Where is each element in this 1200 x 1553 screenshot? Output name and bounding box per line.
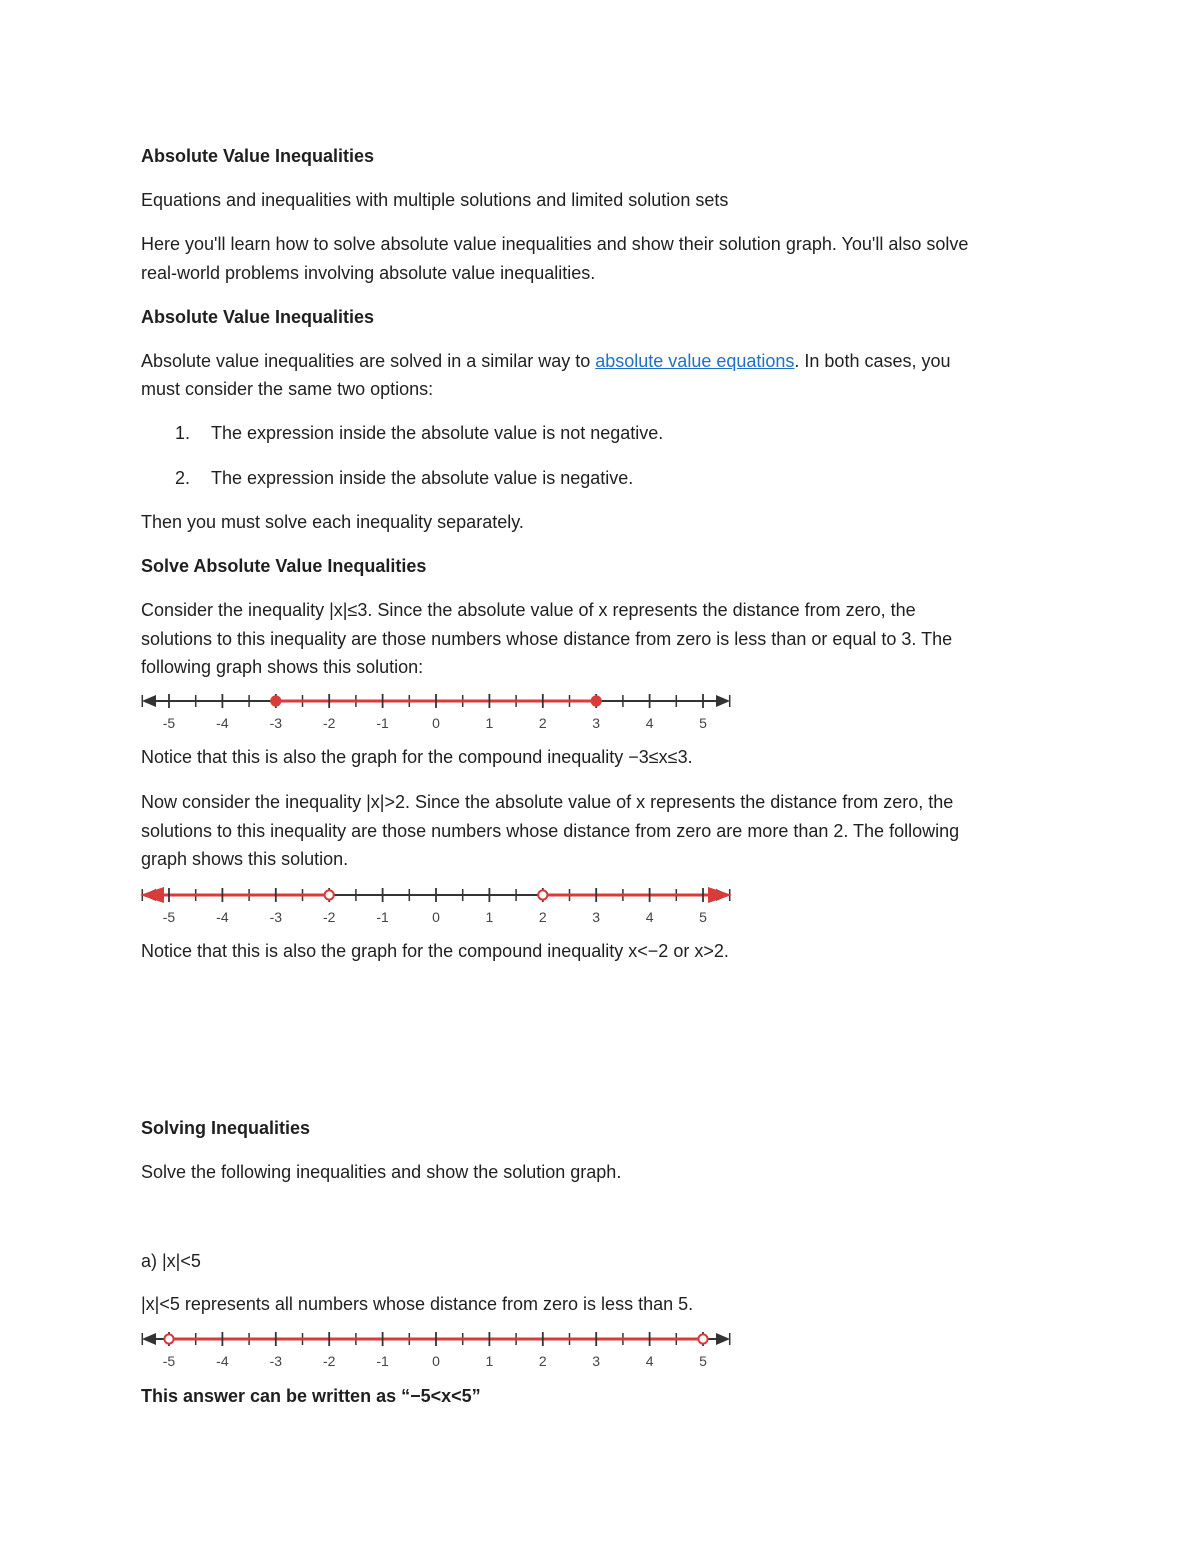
tick-label: -1 bbox=[376, 715, 389, 731]
answer-a: This answer can be written as “−5<x<5” bbox=[141, 1386, 481, 1406]
para1-line-2: must consider the same two options: bbox=[141, 379, 434, 399]
para4-line-2: solutions to this inequality are those numbers whose distance from zero are more than 2. The following bbox=[141, 821, 960, 841]
list-item-1-number: 1. bbox=[175, 423, 191, 443]
axis-arrow-right bbox=[716, 695, 730, 707]
tick-label: -5 bbox=[162, 715, 176, 731]
tick-label: 1 bbox=[485, 715, 494, 731]
tick-label: -2 bbox=[322, 1353, 336, 1369]
list-item-2-text: The expression inside the absolute value is negative. bbox=[211, 468, 634, 488]
closed-endpoint bbox=[592, 696, 601, 705]
para1-line-1 bbox=[141, 350, 951, 372]
tick-label: 2 bbox=[538, 715, 547, 731]
tick-label: -4 bbox=[216, 909, 229, 925]
solution-arrow-left bbox=[140, 887, 164, 903]
para2: Then you must solve each inequality separately. bbox=[141, 512, 524, 532]
section-heading-solving: Solving Inequalities bbox=[141, 1118, 311, 1138]
tick-label: -3 bbox=[269, 1353, 283, 1369]
para5: Solve the following inequalities and show the solution graph. bbox=[141, 1162, 622, 1182]
para4-line-1: Now consider the inequality |x|>2. Since the absolute value of x represents the distance from zero, the bbox=[141, 792, 954, 812]
section-heading-solve: Solve Absolute Value Inequalities bbox=[141, 556, 427, 576]
tick-label: 0 bbox=[432, 715, 440, 731]
open-endpoint bbox=[164, 1334, 173, 1343]
tick-label: -1 bbox=[376, 1353, 389, 1369]
section-heading-absolute-value: Absolute Value Inequalities bbox=[141, 307, 375, 327]
tick-label: 1 bbox=[485, 1353, 494, 1369]
open-endpoint bbox=[538, 890, 547, 899]
para4-line-3: graph shows this solution. bbox=[141, 849, 349, 869]
axis-arrow-left bbox=[142, 1333, 156, 1345]
open-endpoint bbox=[698, 1334, 707, 1343]
closed-endpoint bbox=[271, 696, 280, 705]
list-item-2-number: 2. bbox=[175, 468, 191, 488]
tick-label: -2 bbox=[322, 715, 336, 731]
absolute-value-equations-link[interactable]: absolute value equations bbox=[595, 351, 795, 371]
doc-title: Absolute Value Inequalities bbox=[141, 146, 375, 166]
tick-label: 4 bbox=[645, 715, 654, 731]
notice-2: Notice that this is also the graph for the compound inequality x<−2 or x>2. bbox=[141, 941, 729, 961]
intro-line-1: Here you'll learn how to solve absolute value inequalities and show their solution graph. You'll also solve bbox=[141, 234, 969, 254]
example-a-description: |x|<5 represents all numbers whose distance from zero is less than 5. bbox=[141, 1294, 694, 1314]
tick-label: -4 bbox=[216, 715, 229, 731]
tick-label: -5 bbox=[162, 1353, 176, 1369]
para3-line-2: solutions to this inequality are those numbers whose distance from zero is less than or equal to 3. The bbox=[141, 629, 953, 649]
tick-label: 5 bbox=[699, 1353, 707, 1369]
list-item-1-text: The expression inside the absolute value is not negative. bbox=[211, 423, 664, 443]
para3-line-1: Consider the inequality |x|≤3. Since the absolute value of x represents the distance from zero, the bbox=[141, 600, 916, 620]
para3-line-3: following graph shows this solution: bbox=[141, 657, 424, 677]
tick-label: 3 bbox=[592, 909, 601, 925]
tick-label: 3 bbox=[592, 1353, 601, 1369]
tick-label: -3 bbox=[269, 909, 283, 925]
number-line-3 bbox=[140, 1328, 732, 1368]
open-endpoint bbox=[325, 890, 334, 899]
number-line-2 bbox=[140, 884, 732, 924]
tick-label: 0 bbox=[432, 1353, 440, 1369]
intro-line-2: real-world problems involving absolute value inequalities. bbox=[141, 263, 596, 283]
tick-label: -4 bbox=[216, 1353, 229, 1369]
tick-label: 2 bbox=[538, 909, 547, 925]
tick-label: 3 bbox=[592, 715, 601, 731]
tick-label: 5 bbox=[699, 715, 707, 731]
para1-text-after: . In both cases, you bbox=[794, 351, 951, 371]
tick-label: -2 bbox=[322, 909, 336, 925]
para1-text-before: Absolute value inequalities are solved in a similar way to bbox=[141, 351, 596, 371]
tick-label: 1 bbox=[485, 909, 494, 925]
tick-label: -5 bbox=[162, 909, 176, 925]
example-a: a) |x|<5 bbox=[141, 1251, 201, 1271]
solution-arrow-right bbox=[708, 887, 732, 903]
tick-label: 0 bbox=[432, 909, 440, 925]
axis-arrow-right bbox=[716, 1333, 730, 1345]
axis-arrow-left bbox=[142, 695, 156, 707]
tick-label: -1 bbox=[376, 909, 389, 925]
notice-1: Notice that this is also the graph for the compound inequality −3≤x≤3. bbox=[141, 747, 693, 767]
tick-label: 4 bbox=[645, 1353, 654, 1369]
number-line-1 bbox=[140, 690, 732, 730]
tick-label: 4 bbox=[645, 909, 654, 925]
tick-label: 2 bbox=[538, 1353, 547, 1369]
tick-label: -3 bbox=[269, 715, 283, 731]
tick-label: 5 bbox=[699, 909, 707, 925]
doc-subtitle: Equations and inequalities with multiple solutions and limited solution sets bbox=[141, 190, 729, 210]
